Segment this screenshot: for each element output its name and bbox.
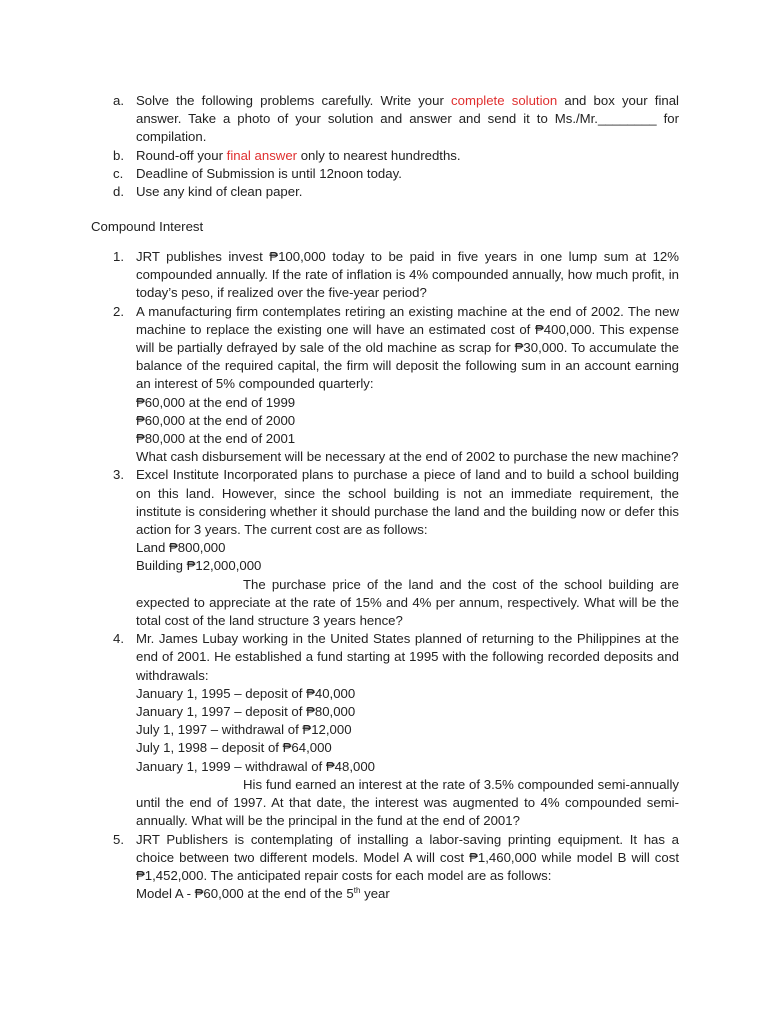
problem-number: 2. [113,303,124,319]
problem-1 [113,248,679,303]
problem-question: The purchase price of the land and the cost of the school building are expected to appreciate at the rate of 15% and 4% per annum, respectively. What will be the total cost of the land structure 3 years hence? [136,576,679,629]
repair-cost-text-end: year [360,886,390,902]
problem-number: 4. [113,631,124,647]
problem-number: 1. [113,249,124,264]
problem-4 [113,630,679,830]
problem-body [136,303,679,467]
problem-list [113,248,679,903]
instruction-text-post: and box your final answer. Take a photo of your solution and answer and send it to Ms./Mr.________ for compilation. [136,93,679,145]
instructions-list [113,92,679,201]
problem-intro: JRT Publishers is contemplating of installing a labor-saving printing equipment. It has a choice between two different models. Model A will cost ₱1,460,000 while model B will cost ₱1,452,000. The anticipated repair costs for each model are as follows: [136,831,679,883]
instruction-text: Use any kind of clean paper. [136,184,303,200]
instruction-item-b [113,147,679,165]
instruction-marker: c. [113,165,124,181]
problem-body [136,630,679,830]
instruction-text: Deadline of Submission is until 12noon today. [136,165,402,181]
transaction-line: January 1, 1997 – deposit of ₱80,000 [136,704,356,720]
repair-cost-text: Model A - ₱60,000 at the end of the 5 [136,886,354,902]
problem-body [136,831,679,904]
problem-5 [113,831,679,904]
problem-text: JRT publishes invest ₱100,000 today to be paid in five years in one lump sum at 12% compounded annually. If the rate of inflation is 4% compounded annually, how much profit, in today’s peso, if realized over the five-year period? [136,249,679,301]
instruction-text [136,147,679,165]
section-title: Compound Interest [91,219,204,234]
repair-cost-line [136,885,679,903]
instruction-marker: d. [113,184,124,200]
deposit-line: ₱60,000 at the end of 1999 [136,394,296,410]
instruction-item-a [113,92,679,147]
problem-intro: A manufacturing firm contemplates retiring an existing machine at the end of 2002. The new machine to replace the existing one will have an estimated cost of ₱400,000. This expense will be partially defrayed by sale of the old machine as scrap for ₱30,000. To accumulate the balance of the required capital, the firm will deposit the following sum in an account earning an interest of 5% compounded quarterly: [136,303,679,392]
instruction-text-post: only to nearest hundredths. [297,147,461,163]
transaction-line: January 1, 1995 – deposit of ₱40,000 [136,685,356,701]
instruction-text-pre: Solve the following problems carefully. Write your [136,93,452,108]
transaction-line: July 1, 1998 – deposit of ₱64,000 [136,740,332,756]
deposit-line: ₱60,000 at the end of 2000 [136,412,296,428]
problem-intro: Excel Institute Incorporated plans to purchase a piece of land and to build a school building on this land. However, since the school building is not an immediate requirement, the institute is considering whether it should purchase the land and the building now or defer this action for 3 years. The current cost are as follows: [136,467,679,538]
deposit-line: ₱80,000 at the end of 2001 [136,431,296,447]
problem-number: 5. [113,831,124,847]
instruction-marker: b. [113,147,124,163]
cost-line: Building ₱12,000,000 [136,558,262,574]
instruction-item-c [113,165,679,183]
transaction-line: January 1, 1999 – withdrawal of ₱48,000 [136,758,375,774]
problem-intro: Mr. James Lubay working in the United States planned of returning to the Philippines at the end of 2001. He established a fund starting at 1995 with the following recorded deposits and withdrawals: [136,631,679,683]
problem-question: What cash disbursement will be necessary at the end of 2002 to purchase the new machine? [136,449,679,465]
problem-question: His fund earned an interest at the rate of 3.5% compounded semi-annually until the end of 1997. At that date, the interest was augmented to 4% compounded semi-annually. What will be the principal in the fund at the end of 2001? [136,776,679,829]
transaction-line: July 1, 1997 – withdrawal of ₱12,000 [136,722,352,738]
instruction-highlight: complete solution [451,93,558,108]
instruction-text-pre: Round-off your [136,147,227,163]
cost-line: Land ₱800,000 [136,540,226,556]
problem-3 [113,466,679,630]
problem-number: 3. [113,467,124,483]
ordinal-suffix: th [353,886,361,896]
instruction-highlight: final answer [226,147,298,163]
problem-body [136,248,679,303]
problem-body [136,466,679,630]
instruction-marker: a. [113,93,124,108]
instruction-item-d [113,183,679,201]
instruction-text [136,92,679,147]
problem-2 [113,303,679,467]
